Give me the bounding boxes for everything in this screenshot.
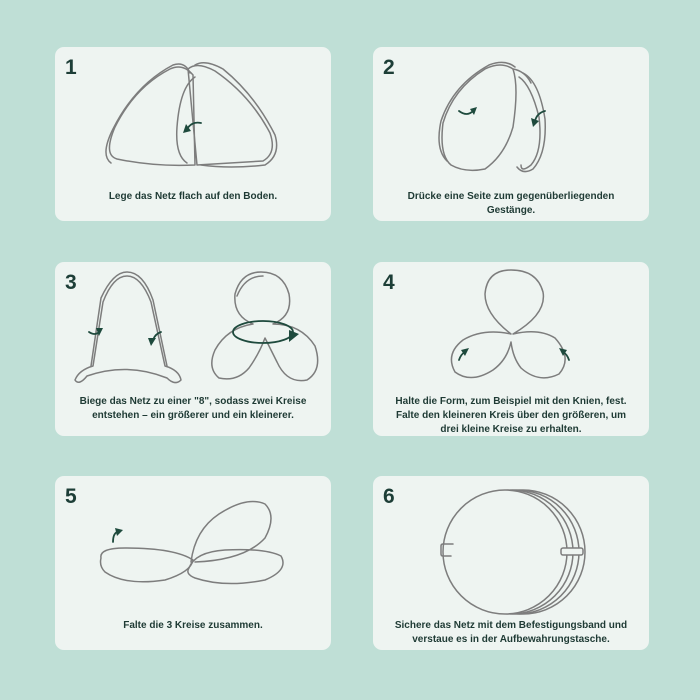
caption-line: verstaue es in der Aufbewahrungstasche.: [412, 634, 610, 645]
step-card-6: [373, 476, 649, 650]
caption-line: Halte die Form, zum Beispiel mit den Knien, fest.: [395, 396, 627, 407]
step-number: 1: [65, 56, 77, 79]
step-caption: [381, 190, 641, 218]
step-caption: [63, 190, 323, 204]
step-caption: [381, 619, 641, 647]
caption-line: Lege das Netz flach auf den Boden.: [108, 191, 278, 202]
step-card-4: [373, 262, 649, 436]
step-number: 2: [383, 56, 395, 79]
step-card-5: [55, 476, 331, 650]
step-number: 6: [383, 485, 395, 508]
caption-line: drei kleine Kreise zu erhalten.: [440, 424, 582, 435]
caption-line: Sichere das Netz mit dem Befestigungsband und: [394, 620, 628, 631]
step-number: 5: [65, 485, 77, 508]
caption-line: Falte den kleineren Kreis über den größeren, um: [395, 410, 627, 421]
step-number: 3: [65, 271, 77, 294]
step-caption: [381, 395, 641, 437]
step-caption: [63, 619, 323, 633]
caption-line: Biege das Netz zu einer "8", sodass zwei Kreise: [79, 396, 307, 407]
caption-line: Falte die 3 Kreise zusammen.: [123, 620, 263, 631]
step-card-1: [55, 47, 331, 221]
step-caption: [63, 395, 323, 423]
step-card-2: [373, 47, 649, 221]
step-card-3: [55, 262, 331, 436]
caption-line: entstehen – ein größerer und ein kleinerer.: [92, 410, 294, 421]
caption-line: Gestänge.: [486, 205, 536, 216]
caption-line: Drücke eine Seite zum gegenüberliegenden: [407, 191, 615, 202]
step-number: 4: [383, 271, 395, 294]
